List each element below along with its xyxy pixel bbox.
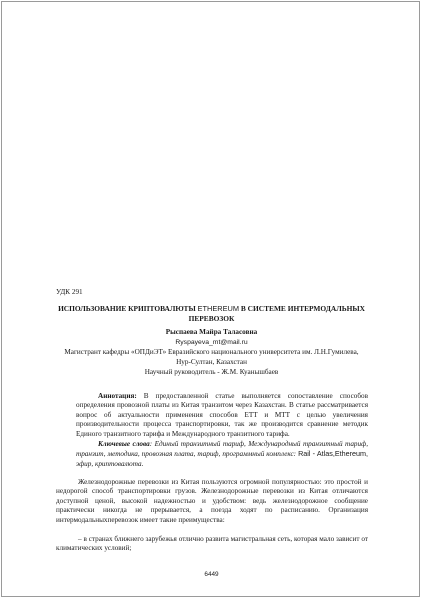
keywords-label: Ключевые слова — [98, 440, 150, 448]
page-number: 6449 — [204, 571, 219, 578]
paper-title — [56, 304, 367, 323]
author-location: Нур-Султан, Казахстан — [176, 358, 247, 366]
author-email: Ryspayeva_mt@mail.ru — [175, 339, 248, 346]
keywords — [76, 440, 368, 469]
author-name: Рыспаева Майра Таласовна — [165, 328, 258, 336]
body-paragraph-1: Железнодорожные перевозки из Китая пользуются огромной популярностью: это простой и недорогой способ транспортировки грузов. Железнодорожные перевозки из Китая отличаются доступной ценой, высокой надежностью и удобством: ведь железнодорожное сообщение практически никогда не прерывается, а поезда ходят по расписанию. Организация интермодальныхперевозок имеет такие преимущества: — [56, 478, 368, 524]
author-affiliation: Магистрант кафедры «ОПДиЭТ» Евразийского национального университета им. Л.Н.Гумилева, — [64, 348, 359, 356]
keywords-text: : Единый транзитный тариф, Международный транзитный тариф, транзит, методика, провозная плата, тариф, программный комплекс: — [76, 440, 368, 459]
abstract — [76, 392, 368, 439]
abstract-text: В предоставленной статье выполняется сопоставление способов определения провозной платы из Китая транзитом через Казахстан. В статье рассматривается вопрос об актуальности применения способов ЕТТ и МТТ с целью увеличения производительности процесса транспортировки, так же производится сравнение методик Единого транзитного тарифа и Международного транзитного тарифа. — [76, 392, 368, 438]
supervisor: Научный руководитель - Ж.М. Куанышбаев — [144, 368, 279, 376]
title-latin-word: ETHEREUM — [197, 304, 240, 313]
abstract-label: Аннотация: — [98, 392, 137, 400]
title-part-1: ИСПОЛЬЗОВАНИЕ КРИПТОВАЛЮТЫ — [58, 304, 198, 313]
keywords-latin: Rail - Atlas,Ethereum, — [298, 449, 368, 459]
keywords-tail: эфир, криптовалюта. — [76, 459, 144, 468]
body-paragraph-2: – в странах ближнего зарубежья отлично развита магистральная сеть, которая мало зависит от климатических условий; — [56, 535, 368, 553]
udk-code: УДК 291 — [56, 288, 83, 296]
title-part-2: В СИСТЕМЕ ИНТЕРМОДАЛЬНЫХ ПЕРЕВОЗОК — [188, 304, 365, 323]
